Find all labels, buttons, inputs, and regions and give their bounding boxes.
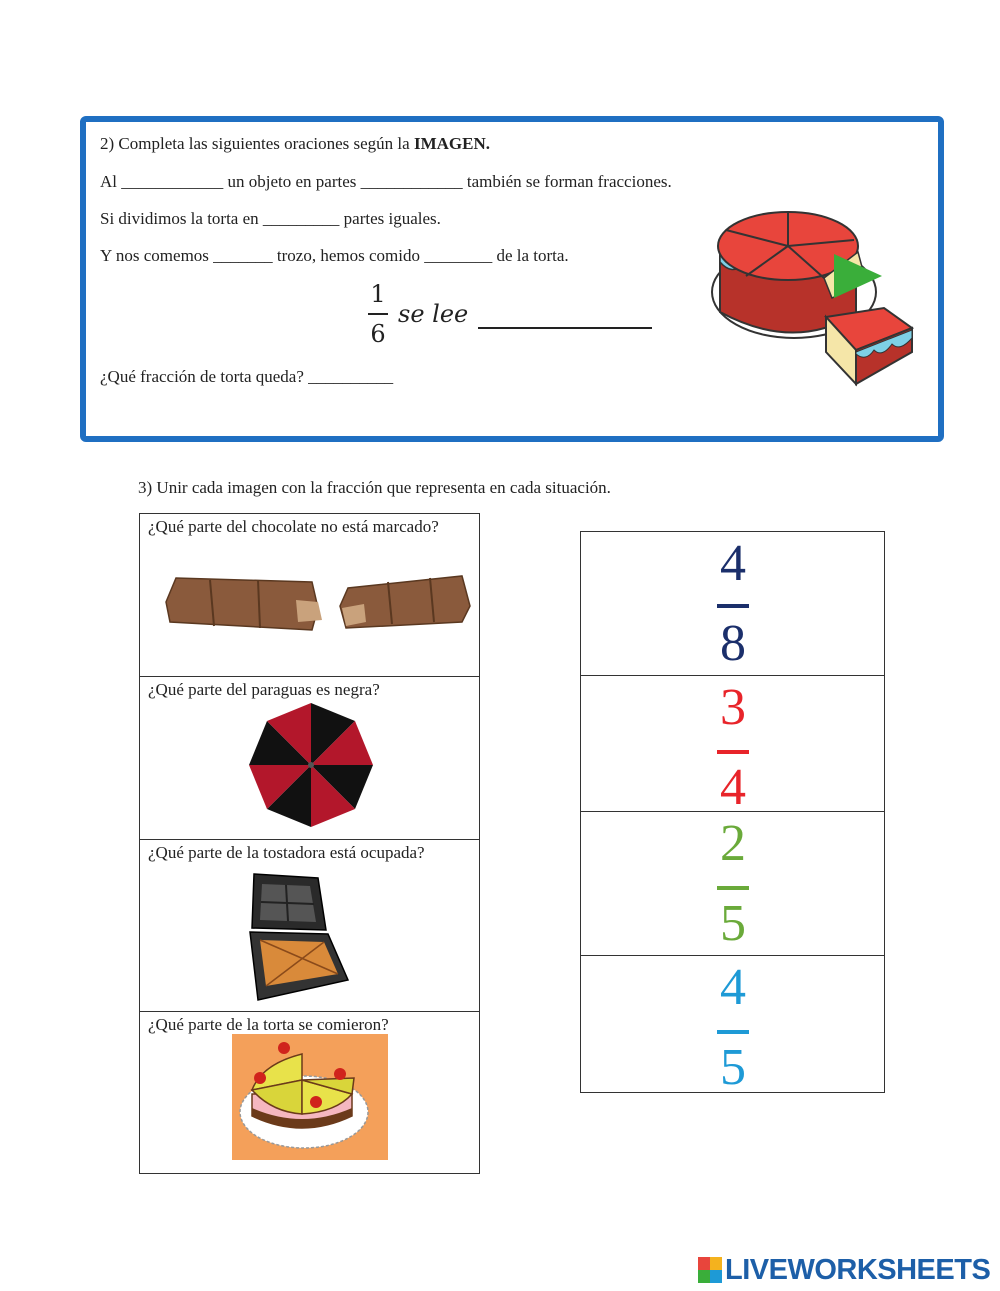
question-cell-cake[interactable] (140, 1012, 479, 1173)
fraction-cell-1[interactable] (581, 532, 884, 676)
question-text: ¿Qué parte de la torta se comieron? (148, 1015, 389, 1034)
fraction-bar (368, 313, 388, 315)
sentence-3: Y nos comemos _______ trozo, hemos comido ________ de la torta. (100, 246, 569, 265)
fraction-cell-2[interactable] (581, 676, 884, 816)
fraction-numerator: 2 (720, 815, 746, 872)
fraction-cell-3[interactable] (581, 812, 884, 956)
reads-as-label: se lee (398, 300, 469, 328)
fraction-denominator: 4 (720, 759, 746, 816)
cake-slice-image (706, 202, 918, 398)
fraction-numerator: 4 (720, 959, 746, 1016)
fraction-denominator: 5 (720, 895, 746, 952)
umbrella-image (244, 701, 378, 829)
fraction-bar (717, 1030, 749, 1034)
sentence-1: Al ____________ un objeto en partes ____________ también se forman fracciones. (100, 172, 672, 191)
question-text: ¿Qué parte del chocolate no está marcado? (148, 517, 439, 536)
section2-box (80, 116, 944, 442)
section2-title-bold: IMAGEN. (413, 134, 490, 153)
question-cell-toaster[interactable] (140, 840, 479, 1012)
sentence-2: Si dividimos la torta en _________ partes iguales. (100, 209, 441, 228)
chocolate-bar-image (162, 572, 472, 634)
fraction-denominator: 5 (720, 1039, 746, 1096)
fraction-denominator: 8 (720, 615, 746, 672)
section2-title-text: 2) Completa las siguientes oraciones según la (100, 134, 414, 153)
reads-as-blank[interactable] (478, 327, 652, 329)
question-cell-umbrella[interactable] (140, 677, 479, 840)
fraction-denominator: 6 (370, 320, 386, 348)
logo-icon (698, 1257, 722, 1283)
questions-table (139, 513, 480, 1174)
section3-title: 3) Unir cada imagen con la fracción que representa en cada situación. (138, 478, 611, 497)
remaining-question: ¿Qué fracción de torta queda? __________ (100, 367, 394, 386)
section2-title (100, 134, 490, 154)
fraction-bar (717, 750, 749, 754)
fraction-numerator: 4 (720, 535, 746, 592)
question-text: ¿Qué parte de la tostadora está ocupada? (148, 843, 425, 862)
question-text: ¿Qué parte del paraguas es negra? (148, 680, 380, 699)
fractions-table (580, 531, 885, 1096)
liveworksheets-logo (698, 1255, 990, 1285)
cake-image (232, 1034, 388, 1160)
logo-text: LIVEWORKSHEETS (725, 1253, 991, 1286)
fraction-bar (717, 886, 749, 890)
fraction-bar (717, 604, 749, 608)
question-cell-chocolate[interactable] (140, 514, 479, 677)
fraction-numerator: 3 (720, 679, 746, 736)
fraction-numerator: 1 (370, 280, 386, 308)
fraction-cell-4[interactable] (581, 956, 884, 1096)
sandwich-toaster-image (244, 870, 354, 1006)
